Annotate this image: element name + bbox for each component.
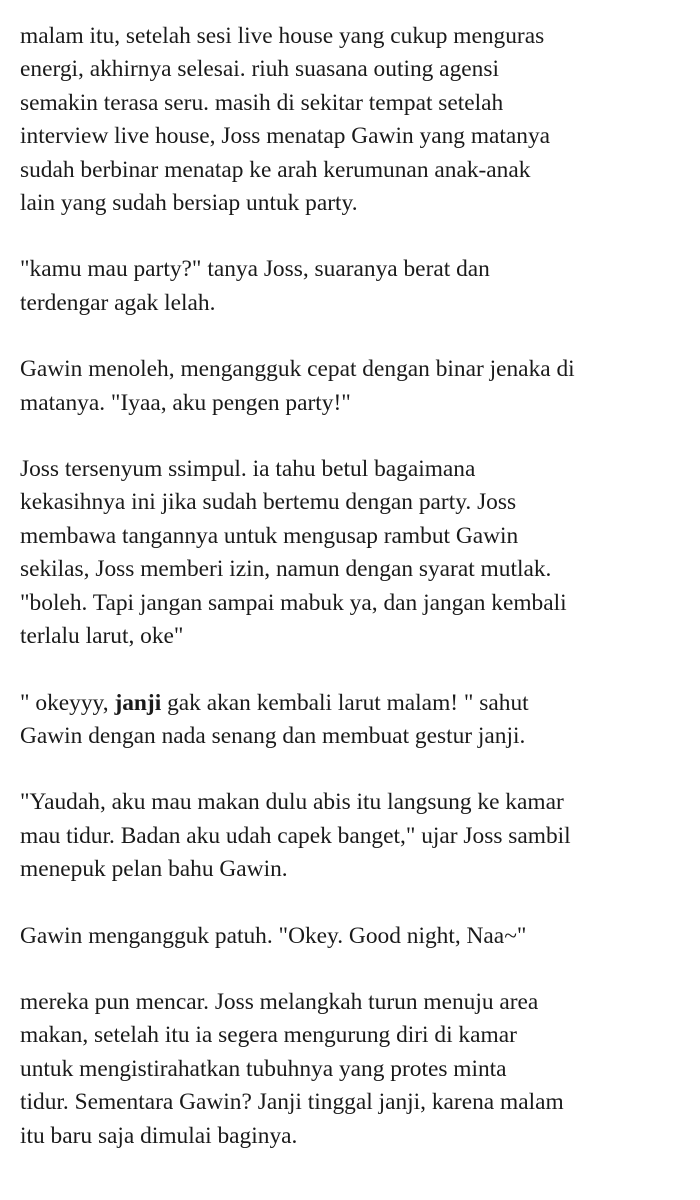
text-line: energi, akhirnya selesai. riuh suasana outing agensi: [20, 56, 499, 83]
paragraph-8: [20, 986, 682, 1153]
text-line: mau tidur. Badan aku udah capek banget," ujar Joss sambil: [20, 822, 571, 849]
text-line: makan, setelah itu ia segera mengurung diri di kamar: [20, 1022, 517, 1049]
text-line: "kamu mau party?" tanya Joss, suaranya berat dan: [20, 256, 490, 283]
text-line: itu baru saja dimulai baginya.: [20, 1122, 298, 1149]
paragraph-7: [20, 920, 682, 953]
text-line: Joss tersenyum ssimpul. ia tahu betul bagaimana: [20, 456, 476, 483]
paragraph-1: [20, 20, 682, 220]
paragraph-3: [20, 353, 682, 420]
text-line: "Yaudah, aku mau makan dulu abis itu langsung ke kamar: [20, 789, 564, 816]
paragraph-4: [20, 453, 682, 653]
text-line: semakin terasa seru. masih di sekitar tempat setelah: [20, 89, 504, 116]
text-line: interview live house, Joss menatap Gawin yang matanya: [20, 123, 551, 150]
bold-word: janji: [114, 689, 162, 716]
text-line: matanya. "Iyaa, aku pengen party!": [20, 389, 351, 416]
text-line-start: " okeyyy,: [20, 689, 115, 716]
text-line: mereka pun mencar. Joss melangkah turun menuju area: [20, 988, 539, 1015]
paragraph-2: [20, 253, 682, 320]
text-line: malam itu, setelah sesi live house yang cukup menguras: [20, 23, 545, 49]
text-line-end: gak akan kembali larut malam! " sahut: [161, 689, 529, 716]
text-line: Gawin mengangguk patuh. "Okey. Good night, Naa~": [20, 922, 527, 949]
text-line: lain yang sudah bersiap untuk party.: [20, 190, 358, 217]
paragraph-6: [20, 786, 682, 886]
text-line: menepuk pelan bahu Gawin.: [20, 856, 288, 883]
text-line: untuk mengistirahatkan tubuhnya yang protes minta: [20, 1055, 507, 1082]
text-line: tidur. Sementara Gawin? Janji tinggal janji, karena malam: [20, 1089, 564, 1116]
text-line: sekilas, Joss memberi izin, namun dengan syarat mutlak.: [20, 556, 552, 583]
text-line: kekasihnya ini jika sudah bertemu dengan party. Joss: [20, 489, 517, 516]
text-line: terdengar agak lelah.: [20, 289, 216, 316]
paragraph-5: [20, 687, 682, 754]
text-line: sudah berbinar menatap ke arah kerumunan anak-anak: [20, 156, 531, 183]
text-line: Gawin menoleh, mengangguk cepat dengan binar jenaka di: [20, 356, 575, 383]
text-line: "boleh. Tapi jangan sampai mabuk ya, dan jangan kembali: [20, 589, 567, 616]
text-line: terlalu larut, oke": [20, 623, 184, 650]
text-line: Gawin dengan nada senang dan membuat gestur janji.: [20, 722, 526, 749]
text-line: membawa tangannya untuk mengusap rambut Gawin: [20, 522, 519, 549]
